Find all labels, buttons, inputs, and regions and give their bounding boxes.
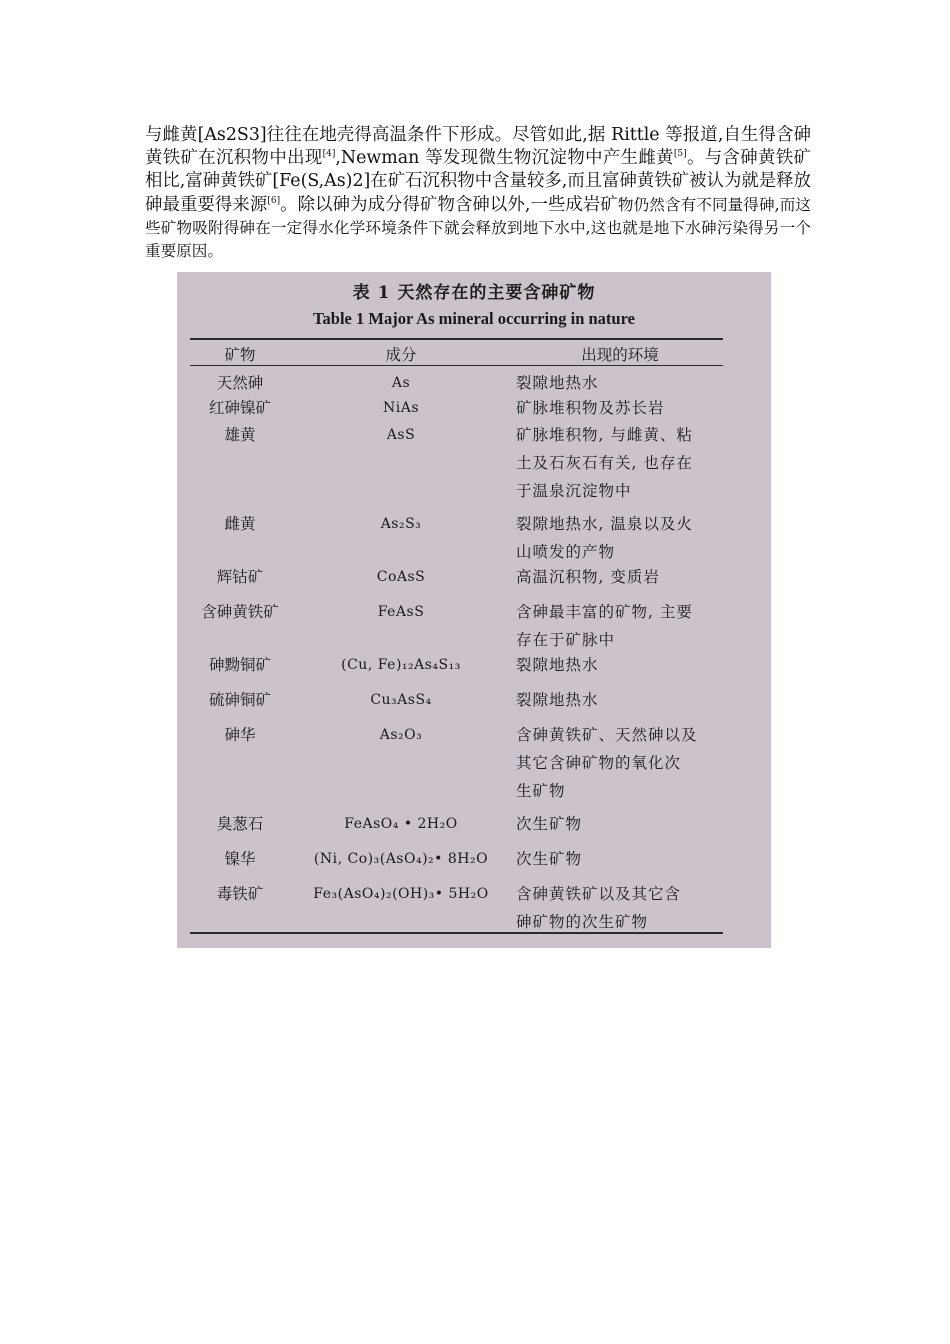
paragraph-line: 含砷黄铁矿在沉积物中出现 bbox=[145, 125, 811, 169]
cell-composition: (Cu, Fe)₁₂As₄S₁₃ bbox=[341, 657, 461, 673]
cell-composition: FeAsO₄ • 2H₂O bbox=[344, 816, 458, 832]
cell-mineral: 砷华 bbox=[224, 726, 256, 744]
cell-composition: As₂O₃ bbox=[379, 727, 423, 743]
cell-composition: Fe₃(AsO₄)₂(OH)₃• 5H₂O bbox=[313, 886, 489, 902]
cell-environment bbox=[516, 880, 724, 936]
cell-environment bbox=[516, 369, 724, 397]
header-environment: 出现的环境 bbox=[581, 346, 659, 364]
header-mineral: 矿物 bbox=[224, 346, 256, 364]
environment-line: 于温泉沉淀物中 bbox=[516, 482, 632, 500]
cell-composition: (Ni, Co)₃(AsO₄)₂• 8H₂O bbox=[313, 851, 489, 867]
cell-composition: As bbox=[391, 375, 411, 391]
table-top-rule bbox=[190, 338, 723, 340]
environment-line: 裂隙地热水, 温泉以及火 bbox=[516, 515, 693, 533]
cell-mineral: 雌黄 bbox=[224, 515, 256, 533]
environment-line: 山喷发的产物 bbox=[516, 543, 616, 561]
environment-line: 高温沉积物, 变质岩 bbox=[516, 568, 660, 586]
citation-ref[interactable]: [4] bbox=[322, 149, 336, 160]
cell-environment bbox=[516, 845, 724, 873]
paragraph-line: 下水中,这也就是地下水砷污染得另一个重要原因。 bbox=[145, 218, 811, 261]
cell-mineral: 雄黄 bbox=[224, 426, 256, 444]
environment-line: 存在于矿脉中 bbox=[516, 631, 616, 649]
environment-line: 含砷黄铁矿、天然砷以及 bbox=[516, 726, 698, 744]
environment-line: 矿脉堆积物, 与雌黄、粘 bbox=[516, 426, 693, 444]
body-paragraph bbox=[145, 124, 811, 263]
cell-mineral: 毒铁矿 bbox=[216, 885, 264, 903]
cell-environment bbox=[516, 394, 724, 422]
cell-environment bbox=[516, 563, 724, 591]
cell-environment bbox=[516, 686, 724, 714]
cell-mineral: 镍华 bbox=[224, 850, 256, 868]
environment-line: 裂隙地热水 bbox=[516, 691, 599, 709]
cell-composition: FeAsS bbox=[377, 604, 425, 620]
cell-mineral: 硫砷铜矿 bbox=[208, 691, 271, 709]
citation-ref[interactable]: [5] bbox=[673, 149, 687, 160]
cell-mineral: 红砷镍矿 bbox=[208, 399, 271, 417]
cell-environment bbox=[516, 810, 724, 838]
environment-line: 其它含砷矿物的氧化次 bbox=[516, 754, 682, 772]
environment-line: 矿脉堆积物及苏长岩 bbox=[516, 399, 665, 417]
environment-line: 含砷最丰富的矿物, 主要 bbox=[516, 603, 693, 621]
environment-line: 土及石灰石有关, 也存在 bbox=[516, 454, 693, 472]
paragraph-line: 物仍然含有不同量得砷,而这些矿物吸附得砷在一定得水化学环境条件下就会释放到地 bbox=[145, 195, 811, 237]
environment-line: 砷矿物的次生矿物 bbox=[516, 913, 649, 931]
cell-composition: Cu₃AsS₄ bbox=[370, 692, 432, 708]
table-caption-cn: 表 1 天然存在的主要含砷矿物 bbox=[352, 283, 596, 303]
cell-composition: AsS bbox=[386, 427, 416, 443]
cell-mineral: 臭葱石 bbox=[216, 815, 264, 833]
cell-composition: NiAs bbox=[382, 400, 420, 416]
environment-line: 次生矿物 bbox=[516, 850, 583, 868]
paragraph-line: 。与含 bbox=[686, 148, 741, 169]
paragraph-line: 被认为就是释放砷最重要得来源 bbox=[145, 171, 811, 215]
cell-mineral: 砷黝铜矿 bbox=[208, 656, 271, 674]
environment-line: 裂隙地热水 bbox=[516, 374, 599, 392]
arsenic-minerals-table bbox=[177, 272, 771, 948]
cell-composition: CoAsS bbox=[376, 569, 426, 585]
table-header-rule bbox=[190, 365, 723, 366]
cell-environment bbox=[516, 651, 724, 679]
cell-mineral: 辉钴矿 bbox=[216, 568, 264, 586]
table-bottom-rule bbox=[190, 932, 723, 934]
paragraph-line: 。除以砷为成分得矿物含砷以外,一些成岩矿 bbox=[280, 194, 618, 215]
cell-environment bbox=[516, 510, 724, 566]
cell-environment bbox=[516, 721, 724, 805]
cell-environment bbox=[516, 598, 724, 654]
paragraph-line: 砷黄铁矿相比,富砷黄铁矿[Fe(S,As)2]在矿石沉积物中含量较多,而且富砷黄铁矿 bbox=[145, 148, 811, 192]
cell-environment bbox=[516, 421, 724, 505]
cell-mineral: 天然砷 bbox=[216, 374, 264, 392]
cell-mineral: 含砷黄铁矿 bbox=[201, 603, 279, 621]
paragraph-line: ,Newman 等发现微生物沉淀物中产生雌黄 bbox=[335, 148, 674, 169]
citation-ref[interactable]: [6] bbox=[267, 195, 281, 206]
table-caption-en: Table 1 Major As mineral occurring in nature bbox=[313, 309, 635, 328]
header-composition: 成分 bbox=[385, 346, 417, 364]
environment-line: 次生矿物 bbox=[516, 815, 583, 833]
paragraph-line: 与雌黄[As2S3]往往在地壳得高温条件下形成。尽管如此,据 Rittle 等报道,自生得 bbox=[145, 125, 777, 145]
cell-composition: As₂S₃ bbox=[380, 516, 422, 532]
environment-line: 裂隙地热水 bbox=[516, 656, 599, 674]
environment-line: 生矿物 bbox=[516, 782, 566, 800]
environment-line: 含砷黄铁矿以及其它含 bbox=[516, 885, 682, 903]
